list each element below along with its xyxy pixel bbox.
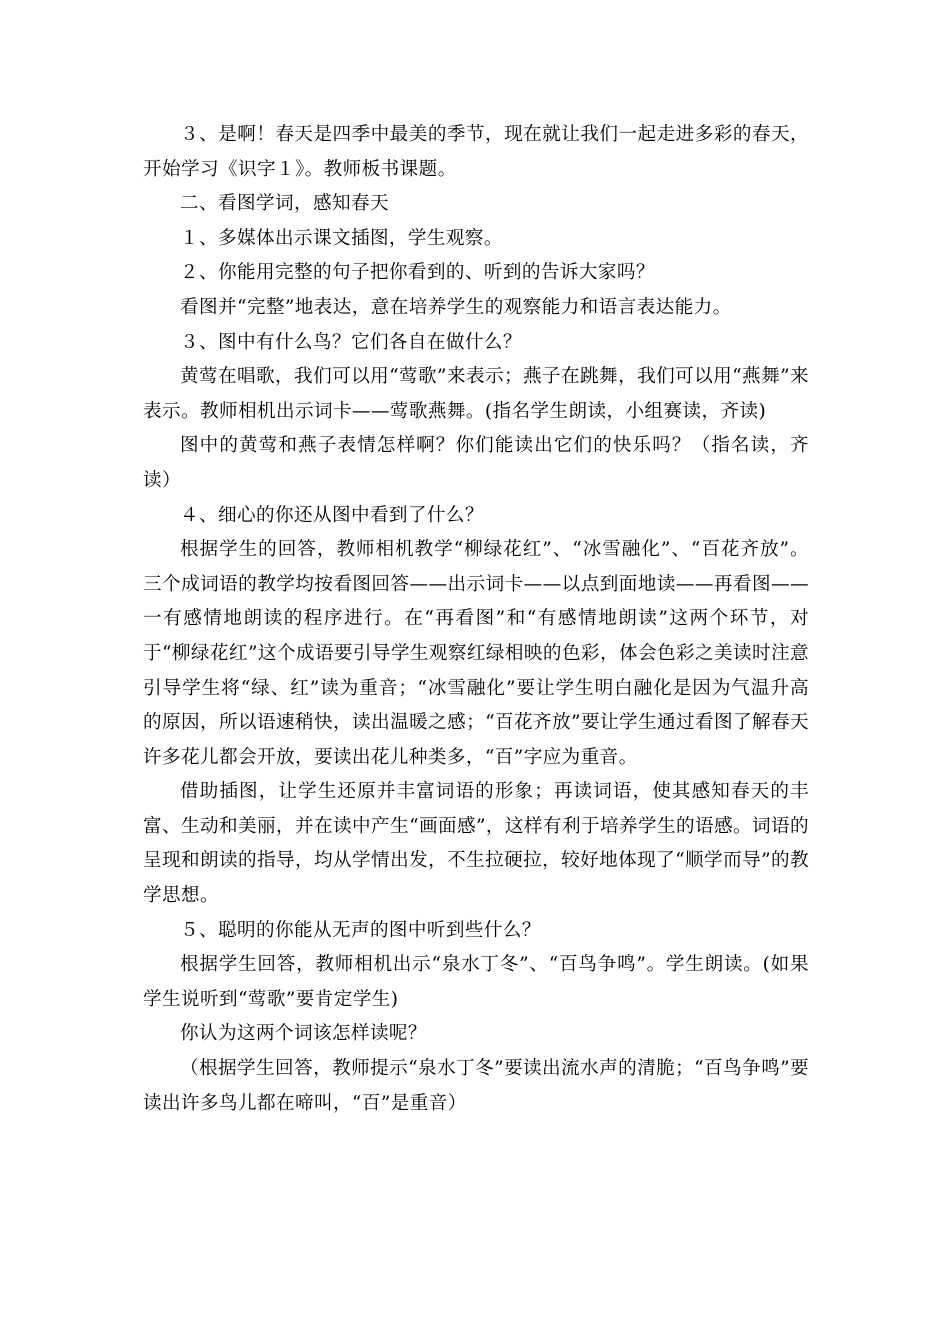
paragraph-step-5: ５、聪明的你能从无声的图中听到些什么？ [180, 919, 541, 941]
section-heading: 二、看图学词，感知春天 [180, 193, 389, 215]
paragraph-sounds: 根据学生回答，教师相机出示“泉水丁冬”、“百鸟争鸣”。学生朗读。(如果学生说听到“莺歌”要肯定学生) [143, 954, 809, 1010]
paragraph-birds: 黄莺在唱歌，我们可以用“莺歌”来表示；燕子在跳舞，我们可以用“燕舞”来表示。教师相机出示词卡——莺歌燕舞。(指名学生朗读，小组赛读，齐读) [143, 366, 809, 422]
paragraph-reflection: 借助插图，让学生还原并丰富词语的形象；再读词语，使其感知春天的丰富、生动和美丽，并在读中产生“画面感”，这样有利于培养学生的语感。词语的呈现和朗读的指导，均从学情出发，不生拉硬拉，较好地体现了“顺学而导”的教学思想。 [143, 781, 809, 907]
paragraph-step-4: ４、细心的你还从图中看到了什么？ [180, 504, 484, 526]
paragraph-step-3-intro: ３、是啊！春天是四季中最美的季节，现在就让我们一起走进多彩的春天，开始学习《识字１》。教师板书课题。 [143, 124, 809, 180]
paragraph-step-3-question: ３、图中有什么鸟？它们各自在做什么？ [180, 331, 522, 353]
paragraph-teacher-hint: （根据学生回答，教师提示“泉水丁冬”要读出流水声的清脆；“百鸟争鸣”要读出许多鸟儿都在啼叫，“百”是重音） [143, 1058, 809, 1114]
paragraph-step-2: ２、你能用完整的句子把你看到的、听到的告诉大家吗？ [180, 262, 655, 284]
document-page [143, 118, 809, 1121]
paragraph-idioms-teaching: 根据学生的回答，教师相机教学“柳绿花红”、“冰雪融化”、“百花齐放”。三个成词语的教学均按看图回答——出示词卡——以点到面地读——再看图——一有感情地朗读的程序进行。在“再看图”和“有感情地朗读”这两个环节，对于“柳绿花红”这个成语要引导学生观察红绿相映的色彩，体会色彩之美读时注意引导学生将“绿、红”读为重音；“冰雪融化”要让学生明白融化是因为气温升高的原因，所以语速稍快，读出温暖之感；“百花齐放”要让学生通过看图了解春天许多花儿都会开放，要读出花儿种类多，“百”字应为重音。 [143, 539, 809, 768]
paragraph-step-1: １、多媒体出示课文插图，学生观察。 [180, 227, 503, 249]
paragraph-note: 看图并“完整”地表达，意在培养学生的观察能力和语言表达能力。 [180, 296, 732, 318]
paragraph-question: 你认为这两个词该怎样读呢？ [180, 1023, 427, 1045]
paragraph-expressions: 图中的黄莺和燕子表情怎样啊？你们能读出它们的快乐吗？（指名读，齐读） [143, 435, 809, 491]
